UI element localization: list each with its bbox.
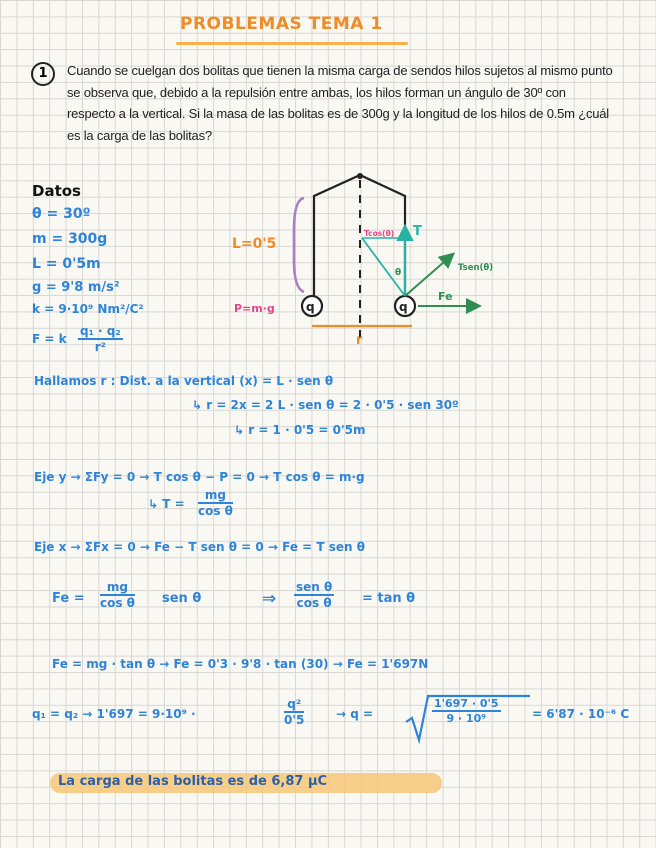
q-result: = 6'87 · 10⁻⁶ C [532, 707, 630, 721]
r-label: r [356, 333, 363, 348]
hallamos-line: Hallamos r : Dist. a la vertical (x) = L · sen θ [34, 374, 334, 388]
q-equation-denominator: 0'5 [284, 713, 305, 727]
length-brace [294, 198, 304, 292]
q-equation-numerator: q² [284, 697, 304, 713]
coulomb-numerator: q₁ · q₂ [80, 324, 121, 338]
tan-numerator: sen θ [296, 580, 333, 594]
problem-statement: Cuando se cuelgan dos bolitas que tienen la misma carga de sendos hilos sujetos al mismo punto se observa que, debido a la repulsión entre ambas, los hilos forman un ángulo de 30º con respecto a la vertical. Si la masa de las bolitas es de 300g y la longitud de los hilos de 0.5m ¿cuál es la carga de las bolitas? [67, 63, 613, 143]
r-result-line: ↳ r = 1 · 0'5 = 0'5m [234, 423, 366, 437]
tsin-label: Tsen(θ) [458, 263, 494, 273]
fe-formula-denominator: cos θ [100, 596, 135, 610]
t-formula-denominator: cos θ [198, 504, 233, 518]
q-sqrt-numerator: 1'697 · 0'5 [434, 697, 499, 710]
right-charge-label: q [399, 300, 408, 314]
t-formula-prefix: ↳ T = [148, 497, 185, 511]
weight-label: P=m·g [234, 302, 275, 315]
eje-x-line: Eje x → ΣFx = 0 → Fe − T sen θ = 0 → Fe = T sen θ [34, 540, 365, 554]
dato-angle: θ = 30º [32, 206, 91, 222]
t-diagonal-line [362, 238, 405, 296]
q-equation-prefix: q₁ = q₂ → 1'697 = 9·10⁹ · [32, 707, 196, 721]
coulomb-denominator: r² [94, 340, 106, 354]
q-equation-fraction [284, 697, 304, 727]
fe-formula-suffix: sen θ [162, 591, 202, 606]
length-label: L=0'5 [232, 236, 277, 252]
tcos-label: Tcos(θ) [364, 229, 395, 238]
coulomb-lhs: F = k [32, 332, 67, 346]
q-arrow: → q = [336, 707, 374, 721]
dato-gravity: g = 9'8 m/s² [32, 280, 120, 295]
fe-calculation-line: Fe = mg · tan θ → Fe = 0'3 · 9'8 · tan (30) → Fe = 1'697N [52, 657, 429, 671]
dato-mass: m = 300g [32, 231, 108, 247]
r-expression-line: ↳ r = 2x = 2 L · sen θ = 2 · 0'5 · sen 30º [192, 398, 459, 412]
dato-length: L = 0'5m [32, 256, 101, 272]
dato-k-constant: k = 9·10⁹ Nm²/C² [32, 302, 144, 316]
page-title: PROBLEMAS TEMA 1 [180, 14, 383, 34]
t-label: T [413, 224, 422, 239]
theta-label: θ [395, 268, 402, 278]
fe-formula-numerator: mg [100, 580, 135, 596]
tan-fraction [294, 580, 334, 610]
problem-number: 1 [31, 62, 55, 86]
datos-title: Datos [32, 182, 81, 200]
tan-denominator: cos θ [296, 596, 332, 610]
q-sqrt-fraction [432, 697, 501, 725]
left-string [314, 175, 360, 296]
fe-label: Fe [438, 290, 453, 303]
implies-arrow: ⇒ [262, 589, 277, 609]
q-sqrt-denominator: 9 · 10⁹ [446, 712, 487, 725]
t-formula-numerator: mg [198, 488, 233, 504]
left-charge-label: q [306, 300, 315, 314]
t-formula-fraction [198, 488, 233, 518]
fe-formula-prefix: Fe = [52, 591, 85, 606]
conclusion-text: La carga de las bolitas es de 6,87 μC [58, 774, 328, 789]
eje-y-line: Eje y → ΣFy = 0 → T cos θ − P = 0 → T cos θ = m·g [34, 470, 365, 484]
fe-formula-fraction [100, 580, 135, 610]
tan-result: = tan θ [362, 591, 416, 606]
